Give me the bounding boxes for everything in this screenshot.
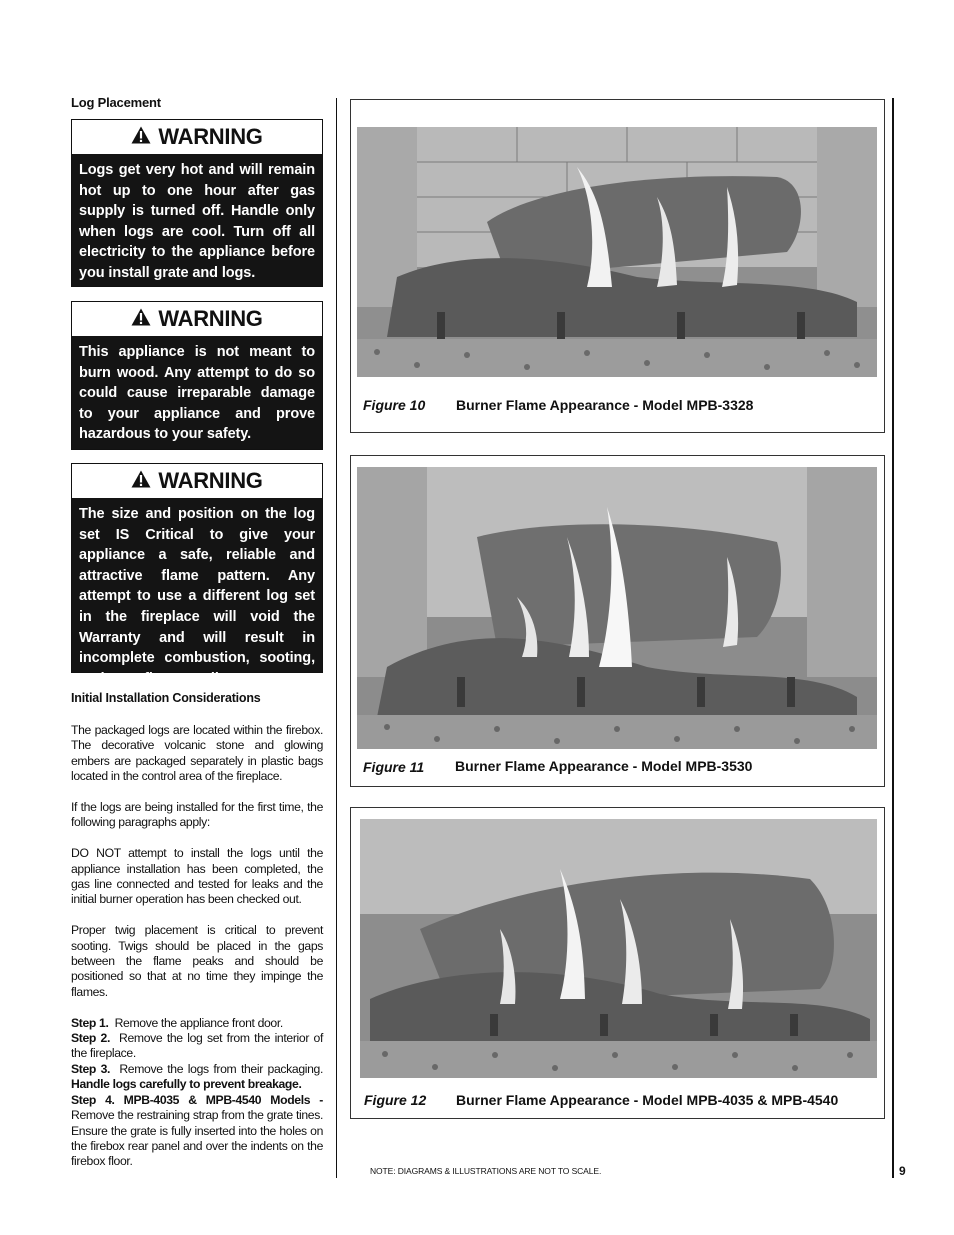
paragraph: DO NOT attempt to install the logs until the appliance installation has been completed, the gas line connected and tested for leaks and the initial burner operation has been checked out. — [71, 846, 323, 907]
figure-12-label: Figure 12 — [364, 1092, 427, 1108]
figure-10-caption: Burner Flame Appearance - Model MPB-3328 — [456, 397, 754, 413]
warning-title: WARNING — [158, 124, 263, 149]
step-2 — [71, 1031, 323, 1062]
scale-note: NOTE: DIAGRAMS & ILLUSTRATIONS ARE NOT TO SCALE. — [370, 1166, 602, 1176]
step-4 — [71, 1093, 323, 1170]
right-margin-rule — [892, 98, 894, 1178]
warning-text: The size and position on the log set IS Critical to give your appliance a safe, reliable and attractive flame pattern. Any attempt to use a different log set in the fireplace will void the Warranty and will result in incomplete combustion, sooting, and poor flame quality. — [72, 498, 322, 672]
step-text: Remove the restraining strap from the grate tines. Ensure the grate is fully inserted into the holes on the firebox rear panel and over the indents on the firebox floor. — [71, 1108, 323, 1169]
warning-text: Logs get very hot and will remain hot up to one hour after gas supply is turned off. Handle only when logs are cool. Turn off all electricity to the appliance before you install grate and logs. — [72, 154, 322, 286]
warning-header — [72, 464, 322, 498]
warning-box-log-set — [71, 463, 323, 687]
figure-10-photo — [357, 127, 877, 377]
paragraph: The packaged logs are located within the firebox. The decorative volcanic stone and glowing embers are packaged separately in plastic bags located in the control area of the fireplace. — [71, 723, 323, 784]
log-placement-heading: Log Placement — [71, 95, 161, 110]
figure-12-photo — [360, 819, 877, 1078]
warning-header — [72, 120, 322, 154]
warning-title: WARNING — [158, 306, 263, 331]
figure-11-label: Figure 11 — [363, 759, 425, 775]
figure-12-caption: Burner Flame Appearance - Model MPB-4035 & MPB-4540 — [456, 1092, 839, 1108]
step-label: Step 2. — [71, 1031, 110, 1046]
figure-11-photo — [357, 467, 877, 749]
step-1 — [71, 1016, 323, 1031]
warning-triangle-icon — [131, 308, 158, 331]
step-text: Remove the log set from the interior of the fireplace. — [71, 1031, 324, 1061]
warning-triangle-icon — [131, 126, 158, 149]
step-warning-text: Handle logs carefully to prevent breakage. — [71, 1077, 302, 1092]
step-text: Remove the logs from their packaging. — [119, 1061, 323, 1076]
warning-text: This appliance is not meant to burn wood. Any attempt to do so could cause irreparable damage to your appliance and prove hazardous to your safety. — [72, 336, 322, 449]
page-number: 9 — [899, 1164, 906, 1178]
warning-header — [72, 302, 322, 336]
warning-triangle-icon — [131, 470, 158, 493]
figure-11-caption: Burner Flame Appearance - Model MPB-3530 — [455, 758, 753, 774]
installation-body — [71, 723, 323, 1170]
paragraph: If the logs are being installed for the first time, the following paragraphs apply: — [71, 800, 323, 830]
warning-title: WARNING — [158, 468, 263, 493]
step-label: Step 3. — [71, 1061, 111, 1076]
step-label: Step 4. MPB-4035 & MPB-4540 Models - — [71, 1092, 323, 1107]
paragraph: Proper twig placement is critical to prevent sooting. Twigs should be placed in the gaps between the flame peaks and should be positioned so that at no time they impinge the flames. — [71, 923, 323, 999]
step-label: Step 1. — [71, 1015, 109, 1030]
step-text: Remove the appliance front door. — [114, 1015, 283, 1030]
warning-box-hot-logs — [71, 119, 323, 287]
column-divider — [336, 98, 337, 1178]
initial-installation-heading: Initial Installation Considerations — [71, 691, 261, 705]
figure-10-label: Figure 10 — [363, 397, 426, 413]
step-3 — [71, 1062, 323, 1093]
warning-box-no-wood — [71, 301, 323, 450]
